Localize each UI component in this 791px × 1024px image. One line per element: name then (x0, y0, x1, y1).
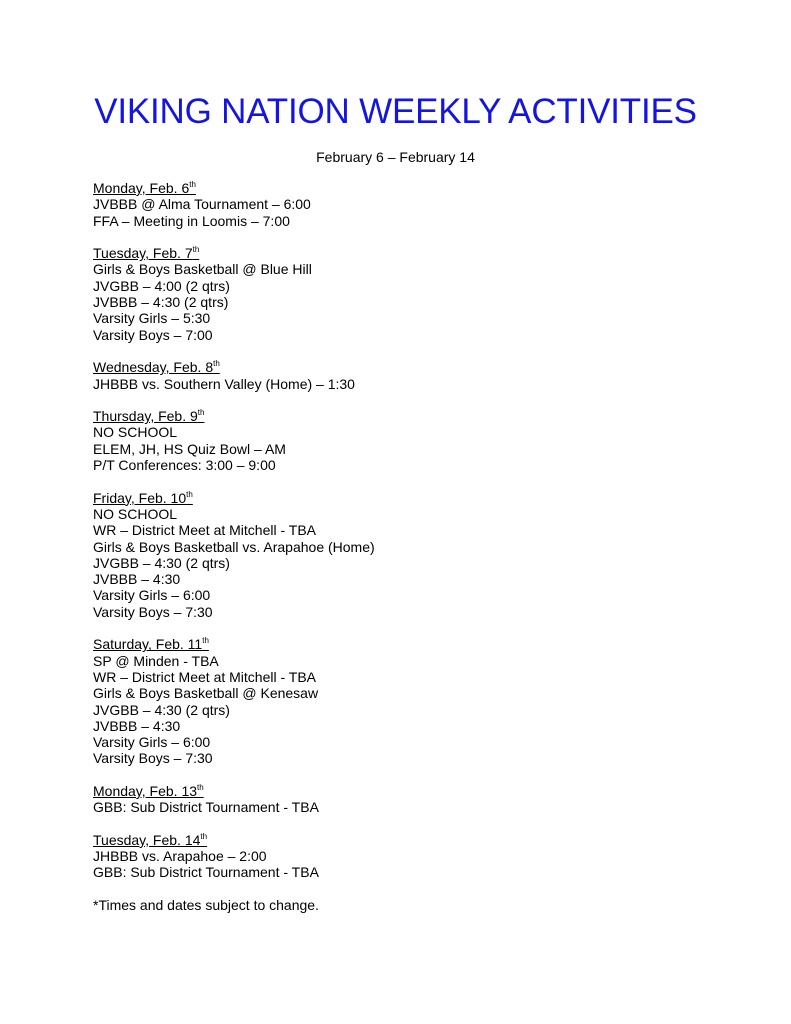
activity-item: NO SCHOOL (93, 424, 178, 441)
activity-item: SP @ Minden - TBA (93, 652, 219, 669)
day-section (93, 245, 713, 343)
activities-list (93, 180, 713, 913)
activity-item: GBB: Sub District Tournament - TBA (93, 864, 319, 881)
day-heading-suffix: th (189, 180, 196, 189)
activity-item: P/T Conferences: 3:00 – 9:00 (93, 457, 276, 474)
activity-item: Varsity Boys – 7:30 (93, 603, 213, 620)
day-heading-suffix: th (202, 636, 209, 646)
activity-item: JHBBB vs. Arapahoe – 2:00 (93, 848, 267, 865)
day-heading-label: Saturday, Feb. 11 (93, 636, 203, 653)
activity-item: Varsity Girls – 6:00 (93, 734, 211, 751)
day-heading-label: Tuesday, Feb. 7 (93, 245, 193, 262)
page-title: VIKING NATION WEEKLY ACTIVITIES (94, 92, 697, 131)
day-heading-suffix: th (213, 359, 220, 369)
day-heading-suffix: th (186, 489, 193, 499)
day-heading-suffix: th (192, 245, 200, 255)
day-heading (93, 180, 713, 196)
activity-item: JVGBB – 4:30 (2 qtrs) (93, 701, 230, 718)
activity-item: JHBBB vs. Southern Valley (Home) – 1:30 (93, 375, 355, 392)
activity-item: WR – District Meet at Mitchell - TBA (93, 522, 317, 539)
day-heading-label: Tuesday, Feb. 14 (93, 831, 201, 848)
day-heading (93, 832, 713, 848)
day-heading-suffix: th (200, 831, 208, 841)
activity-item: JVGBB – 4:00 (2 qtrs) (93, 277, 230, 294)
day-section (93, 832, 713, 881)
activity-item: Varsity Girls – 5:30 (93, 310, 211, 327)
activity-item: Varsity Boys – 7:30 (93, 750, 213, 767)
day-heading (93, 783, 713, 799)
day-heading (93, 245, 713, 261)
day-heading (93, 408, 713, 424)
day-heading-label: Monday, Feb. 13 (93, 782, 198, 799)
day-section (93, 783, 713, 816)
day-section (93, 359, 713, 392)
activity-item: FFA – Meeting in Loomis – 7:00 (93, 212, 290, 229)
days-container (93, 180, 713, 881)
activity-item: Varsity Boys – 7:00 (93, 326, 213, 343)
activity-item: JVBBB – 4:30 (93, 717, 181, 734)
activity-item: GBB: Sub District Tournament - TBA (93, 799, 319, 816)
activity-item: NO SCHOOL (93, 505, 178, 522)
day-heading (93, 359, 713, 375)
activity-item: JVBBB – 4:30 (93, 571, 181, 588)
footnote: *Times and dates subject to change. (93, 897, 319, 914)
day-section (93, 180, 713, 229)
day-heading-label: Wednesday, Feb. 8 (93, 359, 214, 376)
date-range: February 6 – February 14 (316, 149, 475, 165)
activity-item: ELEM, JH, HS Quiz Bowl – AM (93, 440, 286, 457)
activity-item: WR – District Meet at Mitchell - TBA (93, 668, 317, 685)
day-heading-suffix: th (197, 782, 204, 792)
day-section (93, 408, 713, 473)
activity-item: Girls & Boys Basketball @ Blue Hill (93, 261, 312, 278)
activity-item: Girls & Boys Basketball @ Kenesaw (93, 685, 319, 702)
day-section (93, 636, 713, 766)
activity-item: JVGBB – 4:30 (2 qtrs) (93, 554, 230, 571)
activity-item: Girls & Boys Basketball vs. Arapahoe (Home) (93, 538, 375, 555)
day-heading-label: Friday, Feb. 10 (93, 489, 187, 506)
day-heading-suffix: th (197, 408, 205, 418)
activity-item: Varsity Girls – 6:00 (93, 587, 211, 604)
activity-item: JVBBB – 4:30 (2 qtrs) (93, 294, 229, 311)
day-heading (93, 636, 713, 652)
day-heading-label: Thursday, Feb. 9 (93, 408, 198, 425)
day-heading (93, 490, 713, 506)
activity-item: JVBBB @ Alma Tournament – 6:00 (93, 196, 311, 213)
day-heading-label: Monday, Feb. 6 (93, 180, 190, 196)
day-section (93, 490, 713, 620)
